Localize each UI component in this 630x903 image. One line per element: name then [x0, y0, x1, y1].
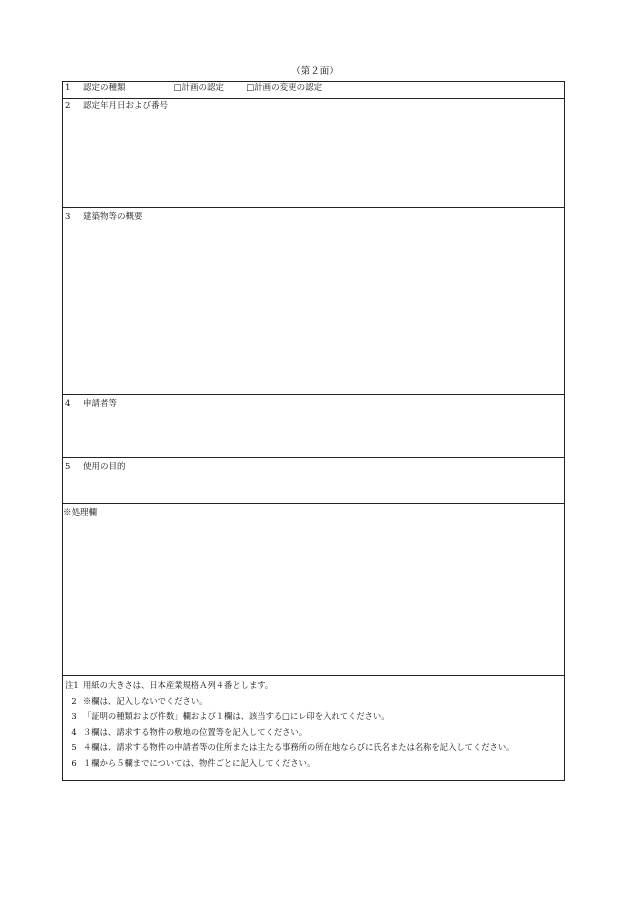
section-purpose-of-use — [63, 457, 564, 503]
note-text: ３欄は、請求する物件の敷地の位置等を記入してください。 — [83, 726, 308, 737]
note-number: 6 — [71, 757, 77, 768]
section-number: 4 — [65, 399, 71, 409]
section-certification-type — [63, 82, 564, 98]
note-number: 1 — [73, 680, 79, 690]
note-item — [65, 725, 563, 741]
note-number: 5 — [71, 742, 77, 753]
note-number: 4 — [71, 726, 77, 737]
section-processing — [63, 503, 564, 675]
note-item — [65, 678, 563, 694]
note-text: 「証明の種類および件数」欄および１欄は、該当する□にレ印を入れてください。 — [83, 711, 390, 722]
note-prefix: 注 — [65, 680, 74, 690]
note-item — [65, 709, 563, 725]
note-text: ※欄は、記入しないでください。 — [83, 695, 208, 706]
page-title: （第２面） — [291, 66, 339, 77]
section-number: 1 — [65, 83, 71, 93]
section-number: 5 — [65, 462, 71, 472]
note-number: 2 — [71, 695, 77, 706]
section-building-overview — [63, 207, 564, 394]
section-label: 申請者等 — [83, 399, 118, 409]
section-number: 3 — [65, 212, 71, 222]
section-applicant — [63, 394, 564, 457]
section-label: 認定年月日および番号 — [83, 101, 169, 111]
processing-label: ※処理欄 — [63, 508, 98, 518]
note-text: 用紙の大きさは、日本産業規格Ａ列４番とします。 — [83, 680, 274, 690]
checkbox-plan-change-certification[interactable]: □計画の変更の認定 — [246, 83, 323, 93]
section-label: 認定の種類 — [83, 83, 126, 93]
section-certification-date-number — [63, 98, 564, 207]
note-text: １欄から５欄までについては、物件ごとに記入してください。 — [83, 757, 316, 768]
section-label: 建築物等の概要 — [83, 212, 143, 222]
checkbox-plan-certification[interactable]: □計画の認定 — [173, 83, 225, 93]
note-number: 3 — [71, 711, 77, 722]
note-text: ４欄は、請求する物件の申請者等の住所または主たる事務所の所在地ならびに氏名または名称を記入してください。 — [83, 742, 515, 753]
note-item — [65, 694, 563, 710]
section-notes — [63, 675, 564, 780]
note-item — [65, 740, 563, 756]
note-item — [65, 756, 563, 772]
form-table — [62, 81, 565, 781]
section-label: 使用の目的 — [83, 462, 126, 472]
section-number: 2 — [65, 101, 71, 111]
